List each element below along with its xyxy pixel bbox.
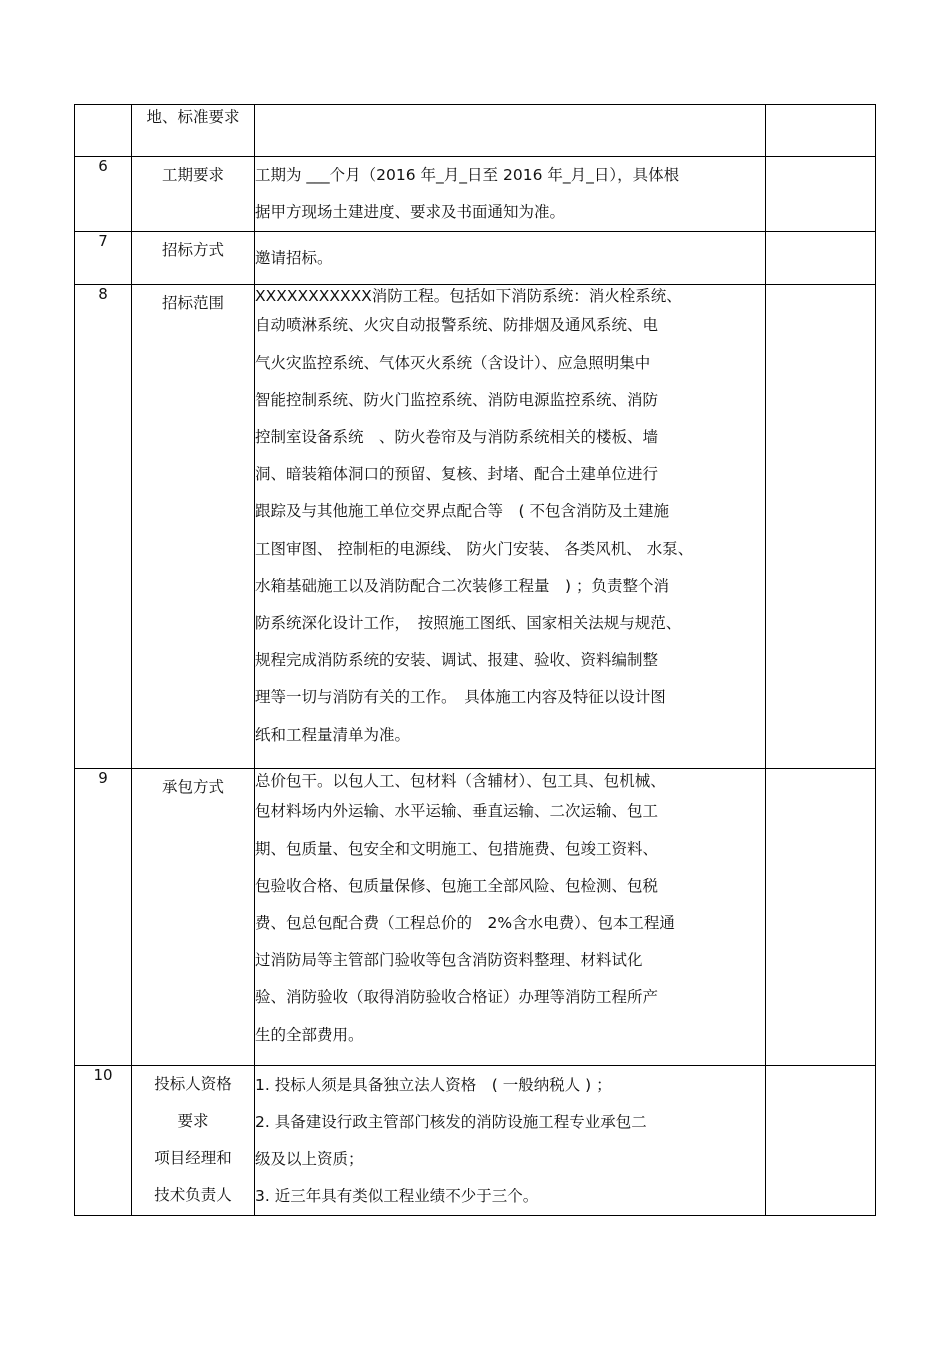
row-label <box>132 157 255 232</box>
row-number: 9 <box>75 769 132 1066</box>
table-row <box>75 769 876 1066</box>
row-content <box>255 157 766 232</box>
row-label-line: 地、标准要求 <box>146 108 240 126</box>
row-number <box>75 105 132 157</box>
row-content <box>255 285 766 769</box>
content-line: 2. 具备建设行政主管部门核发的消防设施工程专业承包二 <box>255 1112 647 1131</box>
content-line: 气火灾监控系统、气体灭火系统（含设计）、应急照明集中 <box>255 353 651 372</box>
content-line: 过消防局等主管部门验收等包含消防资料整理、材料试化 <box>255 951 643 970</box>
content-line: 规程完成消防系统的安装、调试、报建、验收、资料编制整 <box>255 651 659 670</box>
row-content <box>255 1066 766 1216</box>
table-row <box>75 157 876 232</box>
row-content <box>255 769 766 1066</box>
remarks-cell <box>766 105 876 157</box>
content-line: 自动喷淋系统、火灾自动报警系统、防排烟及通风系统、电 <box>255 316 659 335</box>
content-line: 理等一切与消防有关的工作。 具体施工内容及特征以设计图 <box>255 688 666 707</box>
row-label-line: 要求 <box>177 1112 209 1131</box>
row-label-line: 投标人资格 <box>154 1075 232 1094</box>
remarks-cell <box>766 232 876 285</box>
row-label-line: 工期要求 <box>161 166 224 184</box>
content-line: 控制室设备系统 、防火卷帘及与消防系统相关的楼板、墙 <box>255 428 659 447</box>
content-line: 邀请招标。 <box>255 248 333 267</box>
content-line: 包材料场内外运输、水平运输、垂直运输、二次运输、包工 <box>255 802 659 821</box>
row-number: 10 <box>75 1066 132 1216</box>
remarks-cell <box>766 157 876 232</box>
row-number: 6 <box>75 157 132 232</box>
remarks-cell <box>766 769 876 1066</box>
row-label <box>132 232 255 285</box>
content-line: 1. 投标人须是具备独立法人资格 ( 一般纳税人 ) ； <box>255 1075 612 1094</box>
content-line: 纸和工程量清单为准。 <box>255 725 411 744</box>
content-line: 生的全部费用。 <box>255 1025 364 1044</box>
content-line: 包验收合格、包质量保修、包施工全部风险、包检测、包税 <box>255 876 659 895</box>
requirements-table <box>74 104 876 1216</box>
content-line: 跟踪及与其他施工单位交界点配合等 ( 不包含消防及土建施 <box>255 502 669 521</box>
row-label-line: 招标方式 <box>161 241 224 260</box>
content-line: 据甲方现场土建进度、要求及书面通知为准。 <box>255 203 566 222</box>
content-line: 水箱基础施工以及消防配合二次装修工程量 ) ；负责整个消 <box>255 576 669 595</box>
content-line: 智能控制系统、防火门监控系统、消防电源监控系统、消防 <box>255 390 659 409</box>
content-line: 期、包质量、包安全和文明施工、包措施费、包竣工资料、 <box>255 839 659 858</box>
row-label <box>132 769 255 1066</box>
content-line: 总价包干。以包人工、包材料（含辅材）、包工具、包机械、 <box>255 772 666 791</box>
row-label <box>132 105 255 157</box>
row-number: 7 <box>75 232 132 285</box>
table-row <box>75 105 876 157</box>
content-line: 防系统深化设计工作， 按照施工图纸、国家相关法规与规范、 <box>255 614 682 633</box>
row-label-line: 项目经理和 <box>154 1149 232 1168</box>
row-label <box>132 285 255 769</box>
table-row <box>75 285 876 769</box>
content-line: 费、包总包配合费（工程总价的 2%含水电费）、包本工程通 <box>255 914 675 933</box>
content-line: 工图审图、 控制柜的电源线、 防火门安装、 各类风机、 水泵、 <box>255 539 694 558</box>
content-line: 级及以上资质； <box>255 1149 364 1168</box>
content-line: 洞、暗装箱体洞口的预留、复核、封堵、配合土建单位进行 <box>255 465 659 484</box>
row-content <box>255 232 766 285</box>
remarks-cell <box>766 285 876 769</box>
content-line: 验、消防验收（取得消防验收合格证）办理等消防工程所产 <box>255 988 659 1007</box>
remarks-cell <box>766 1066 876 1216</box>
table-row <box>75 232 876 285</box>
row-content <box>255 105 766 157</box>
row-number: 8 <box>75 285 132 769</box>
row-label <box>132 1066 255 1216</box>
content-line: 工期为 ___个月（2016 年_月_日至 2016 年_月_日），具体根 <box>255 166 680 184</box>
row-label-line: 招标范围 <box>161 294 224 313</box>
row-label-line: 技术负责人 <box>154 1186 232 1205</box>
row-label-line: 承包方式 <box>161 778 224 797</box>
content-line: XXXXXXXXXXX消防工程。包括如下消防系统：消火栓系统、 <box>255 287 682 306</box>
content-line: 3. 近三年具有类似工程业绩不少于三个。 <box>255 1187 539 1206</box>
table-row <box>75 1066 876 1216</box>
